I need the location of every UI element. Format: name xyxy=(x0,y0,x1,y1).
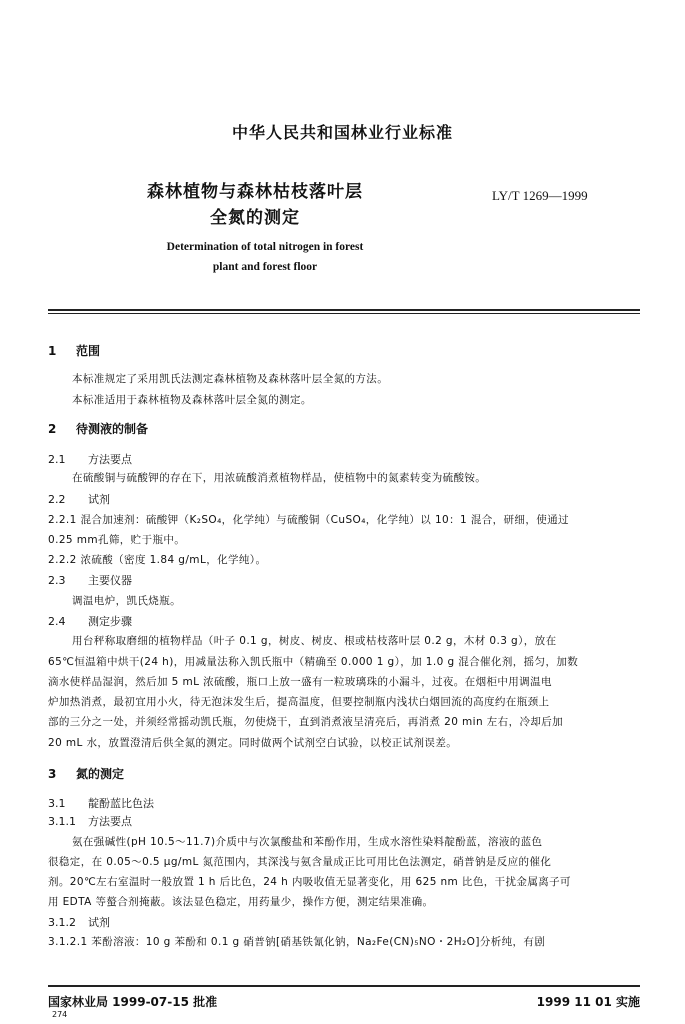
paragraph: 在硫酸铜与硫酸钾的存在下，用浓硫酸消煮植物样品，使植物中的氮素转变为硫酸铵。 xyxy=(72,472,487,484)
paragraph: 调温电炉，凯氏烧瓶。 xyxy=(72,595,181,607)
paragraph-line: 2.2.2 浓硫酸（密度 1.84 g/mL，化学纯）。 xyxy=(48,554,267,566)
subsection-2-4-heading xyxy=(48,613,132,629)
section-1-heading xyxy=(48,342,100,359)
title-chinese-line-2: 全氮的测定 xyxy=(210,208,300,228)
paragraph-line: 65℃恒温箱中烘干(24 h)，用减量法称入凯氏瓶中（精确至 0.000 1 g），加 1.0 g 混合催化剂，摇匀，加数 xyxy=(48,656,579,668)
header-divider-thick xyxy=(48,309,640,311)
paragraph-line: 20 mL 水，放置澄清后供全氮的测定。同时做两个试剂空白试验，以校正试剂误差。 xyxy=(48,737,458,749)
subsection-3-1-heading xyxy=(48,795,154,811)
subsection-2-2-heading xyxy=(48,491,110,507)
subsection-title: 试剂 xyxy=(88,493,110,506)
subsection-title: 试剂 xyxy=(88,916,110,929)
effective-date: 1999 11 01 实施 xyxy=(536,995,640,1009)
paragraph-line: 用台秤称取磨细的植物样品（叶子 0.1 g，树皮、树皮、根或枯枝落叶层 0.2 g，木材 0.3 g），放在 xyxy=(72,635,557,647)
section-title: 待测液的制备 xyxy=(76,422,149,436)
section-title: 氮的测定 xyxy=(76,767,125,781)
subsection-number: 3.1.1 xyxy=(48,815,76,828)
approval-date: 国家林业局 1999-07-15 批准 xyxy=(48,995,218,1009)
paragraph: 本标准规定了采用凯氏法测定森林植物及森林落叶层全氮的方法。 xyxy=(72,373,389,385)
page-number: 274 xyxy=(52,1010,68,1019)
section-number: 3 xyxy=(48,767,57,781)
subsection-number: 3.1.2 xyxy=(48,916,76,929)
paragraph-line: 3.1.2.1 苯酚溶液：10 g 苯酚和 0.1 g 硝普钠[硝基铁氰化钠，Na₂Fe(CN)₅NO・2H₂O]分析纯，有剧 xyxy=(48,936,546,948)
subsection-title: 方法要点 xyxy=(88,815,132,828)
footer-divider xyxy=(48,985,640,987)
title-chinese-line-1: 森林植物与森林枯枝落叶层 xyxy=(147,182,363,202)
paragraph-line: 炉加热消煮，最初宜用小火，待无泡沫发生后，提高温度，但要控制瓶内浅状白烟回流的高度约在瓶颈上 xyxy=(48,696,550,708)
subsection-title: 测定步骤 xyxy=(88,615,132,628)
section-number: 1 xyxy=(48,344,57,358)
title-english-line-1: Determination of total nitrogen in forest xyxy=(166,241,364,253)
standard-organization-header: 中华人民共和国林业行业标准 xyxy=(231,123,453,142)
paragraph: 本标准适用于森林植物及森林落叶层全氮的测定。 xyxy=(72,394,312,406)
standard-code: LY/T 1269—1999 xyxy=(492,188,588,203)
paragraph-line: 部的三分之一处，并须经常摇动凯氏瓶，勿使烧干，直到消煮液呈清亮后，再消煮 20 min 左右，冷却后加 xyxy=(48,716,564,728)
subsection-number: 3.1 xyxy=(48,797,66,810)
paragraph-line: 2.2.1 混合加速剂：硫酸钾（K₂SO₄，化学纯）与硫酸铜（CuSO₄，化学纯）以 10：1 混合，研细，使通过 xyxy=(48,514,569,526)
header-divider-thin xyxy=(48,313,640,314)
subsection-3-1-2-heading xyxy=(48,914,110,930)
paragraph-line: 很稳定，在 0.05～0.5 μg/mL 氮范围内，其深浅与氨含量成正比可用比色法测定，硝普钠是反应的催化 xyxy=(48,856,552,868)
section-number: 2 xyxy=(48,422,57,436)
section-title: 范围 xyxy=(76,344,101,358)
subsection-3-1-1-heading xyxy=(48,813,132,829)
subsection-title: 方法要点 xyxy=(88,453,132,466)
section-3-heading xyxy=(48,765,124,782)
subsection-title: 主要仪器 xyxy=(88,574,132,587)
title-english-line-2: plant and forest floor xyxy=(212,261,318,273)
subsection-2-3-heading xyxy=(48,572,132,588)
paragraph-line: 用 EDTA 等螯合剂掩蔽。该法显色稳定，用药量少，操作方便，测定结果准确。 xyxy=(48,896,434,908)
subsection-number: 2.2 xyxy=(48,493,66,506)
subsection-2-1-heading xyxy=(48,451,132,467)
paragraph-line: 0.25 mm孔筛，贮于瓶中。 xyxy=(48,534,186,546)
paragraph-line: 剂。20℃左右室温时一般放置 1 h 后比色，24 h 内吸收值无显著变化，用 625 nm 比色，干扰金属离子可 xyxy=(48,876,571,888)
paragraph-line: 氨在强碱性(pH 10.5～11.7)介质中与次氯酸盐和苯酚作用，生成水溶性染料靛酚蓝，溶液的蓝色 xyxy=(72,836,543,848)
section-2-heading xyxy=(48,420,148,437)
subsection-number: 2.3 xyxy=(48,574,66,587)
subsection-number: 2.4 xyxy=(48,615,66,628)
subsection-title: 靛酚蓝比色法 xyxy=(88,797,154,810)
paragraph-line: 滴水使样品湿润，然后加 5 mL 浓硫酸，瓶口上放一盛有一粒玻璃珠的小漏斗，过夜。在烟柜中用调温电 xyxy=(48,676,552,688)
subsection-number: 2.1 xyxy=(48,453,66,466)
